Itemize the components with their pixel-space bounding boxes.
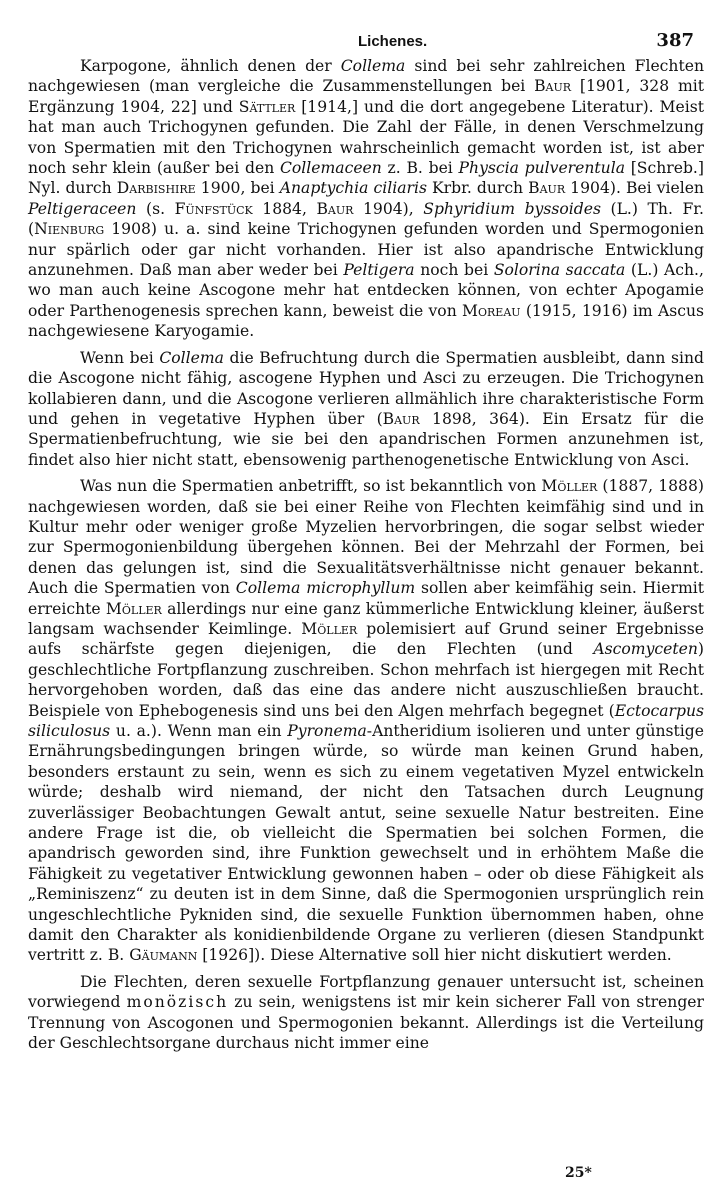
text-run: Wenn bei (80, 348, 160, 367)
text-run: -Antheridium isolieren und unter günstige Ernährungsbedingungen bringen würde, so würde man keinen Grund haben, besonders erstaunt zu sein, wenn es sich zu einem vegetativen Myzel entwickeln würde; deshalb wird niemand, der nicht den Tatsachen durch Leugnung zuverlässiger Beobachtungen Gewalt antut, seine sexuelle Natur bestreiten. Eine andere Frage ist die, ob vielleicht die Spermatien bei solchen Formen, die apandrisch geworden sind, ihre Funktion gewechselt und in erhöhtem Maße die Fähigkeit zu vegetativer Entwicklung gewonnen haben – oder ob diese Fähigkeit als „Reminiszenz“ zu deuten ist in dem Sinne, daß die Spermogonien ursprünglich rein ungeschlechtliche Pykniden sind, die sexuelle Funktion übernommen haben, ohne damit den Charakter als konidienbildende Organe zu verlieren (diesen Standpunkt vertritt z. B. (28, 722, 705, 965)
paragraph (28, 476, 704, 966)
italic-term: Peltigeraceen (28, 199, 137, 218)
italic-term: Sphyridium byssoides (423, 199, 601, 218)
italic-term: Collema microphyllum (235, 579, 416, 598)
italic-term: Peltigera (343, 261, 415, 280)
italic-term: Collema (159, 348, 224, 367)
italic-term: Pyronema (287, 722, 367, 740)
text-run: (L.) Ach., wo man auch keine Ascogone mehr hat entdecken können, von echter Apogamie oder Parthenogenesis sprechen kann, beweist die von (28, 261, 704, 320)
text-run: Was nun die Spermatien anbetrifft, so ist bekanntlich von (80, 477, 542, 496)
author-name: Moreau (462, 301, 521, 320)
text-run: [1901, 328 mit Ergänzung 1904, 22] und (28, 77, 704, 116)
italic-term: Solorina saccata (493, 261, 626, 280)
text-run: (1887, 1888) nachgewiesen worden, daß sie bei einer Reihe von Flechten keimfähig sind und in Kultur mehr oder weniger große Myzelien hervorbringen, die sogar selbst wieder zur Spermogonienbildung übergehen können. Bei der Mehrzahl der Formen, bei denen das gelungen ist, sind die Sexualitätsverhältnisse nicht genauer bekannt. Auch die Spermatien von (28, 477, 704, 598)
text-run: [1926]). Diese Alternative soll hier nicht diskutiert werden. (197, 946, 672, 965)
author-name: Fünfstück (174, 199, 253, 218)
text-run: die Befruchtung durch die Spermatien ausbleibt, dann sind die Ascogone nicht fähig, ascogene Hyphen und Asci zu erzeugen. Die Trichogynen kollabieren dann, und die Ascogone verlieren allmählich ihre charakteristische Form und gehen in vegetative Hyphen über ( (28, 348, 704, 428)
italic-term: Ascomyceten (593, 640, 698, 659)
text-run: z. B. bei (381, 159, 459, 178)
paragraph (28, 972, 704, 1054)
text-run: 1904). Bei vielen (565, 179, 704, 198)
text-run: Karpogone, ähnlich denen der (80, 57, 341, 75)
text-run: polemisiert auf Grund seiner Ergebnisse aufs schärfste gegen diejenigen, die den Flechten (und (28, 619, 704, 659)
spaced-emphasis: monözisch (126, 993, 229, 1012)
italic-term: Ectocarpus siliculosus (28, 701, 704, 740)
author-name: Möller (105, 599, 162, 618)
author-name: Möller (301, 619, 358, 638)
paragraph (28, 56, 704, 342)
text-run: u. a.). Wenn man ein (110, 722, 288, 740)
text-run: allerdings nur eine ganz kümmerliche Entwicklung kleiner, äußerst langsam wachsender Keimlinge. (28, 599, 704, 638)
author-name: Baur (534, 77, 572, 96)
text-run: [Schreb.] Nyl. durch (28, 159, 704, 198)
italic-term: Collema (340, 57, 406, 75)
italic-term: Anaptychia ciliaris (279, 179, 427, 198)
page-header (28, 30, 704, 56)
author-name: Sättler (238, 97, 296, 116)
body-text (28, 56, 704, 1054)
page-number: 387 (656, 30, 694, 51)
italic-term: Physcia pulverentula (458, 159, 625, 178)
italic-term: Collemaceen (279, 159, 382, 178)
text-run: 1904), (353, 199, 424, 218)
text-run: 1908) u. a. sind keine Trichogynen gefunden worden und Spermogonien nur spärlich oder gar nicht vorhanden. Hier ist also apandrische Entwicklung anzunehmen. Daß man aber weder bei (28, 220, 704, 280)
text-run: noch bei (414, 261, 494, 280)
text-run: 1884, (252, 199, 317, 218)
author-name: Baur (316, 199, 354, 218)
author-name: Möller (541, 477, 598, 496)
author-name: Darbishire (116, 179, 196, 198)
text-run: (1915, 1916) im Ascus nachgewiesene Karyogamie. (28, 301, 704, 341)
text-run: Krbr. durch (426, 179, 529, 198)
text-run: sollen aber keimfähig sein. Hiermit erreichte (28, 579, 704, 618)
author-name: Baur (382, 409, 420, 428)
text-run: Die Flechten, deren sexuelle Fortpflanzung genauer untersucht ist, scheinen vorwiegend (28, 972, 704, 1012)
text-run: (L.) Th. Fr. ( (28, 199, 704, 239)
author-name: Nienburg (34, 220, 105, 239)
text-run: (s. (136, 199, 175, 218)
text-run: zu sein, wenigstens ist mir kein sicherer Fall von strenger Trennung von Ascogonen und Spermogonien bekannt. Allerdings ist die Verteilung der Geschlechtsorgane durchaus nicht immer eine (28, 993, 704, 1053)
signature-mark: 25* (565, 1165, 592, 1181)
text-run: [1914,] und die dort angegebene Literatur). Meist hat man auch Trichogynen gefunden. Die Zahl der Fälle, in denen Verschmelzung von Spermatien mit den Trichogynen wahrscheinlich gemacht worden ist, ist aber noch sehr klein (außer bei den (28, 97, 704, 178)
author-name: Baur (528, 179, 566, 198)
text-run: sind bei sehr zahlreichen Flechten nachgewiesen (man vergleiche die Zusammenstellungen bei (28, 57, 704, 96)
text-run: 1898, 364). Ein Ersatz für die Spermatienbefruchtung, wie sie bei den apandrischen Formen anzunehmen ist, findet also hier nicht statt, ebensowenig parthenogenetische Entwicklung von Asci. (28, 409, 704, 469)
author-name: Gäumann (129, 946, 198, 965)
running-title: Lichenes. (358, 33, 428, 50)
paragraph (28, 348, 704, 470)
text-run: ) geschlechtliche Fortpflanzung zuschreiben. Schon mehrfach ist hiergegen mit Recht hervorgehoben worden, daß das eine das andere nicht auszuschließen braucht. Beispiele von Ephebogenesis sind uns bei den Algen mehrfach begegnet ( (28, 640, 704, 720)
text-run: 1900, bei (195, 179, 280, 198)
